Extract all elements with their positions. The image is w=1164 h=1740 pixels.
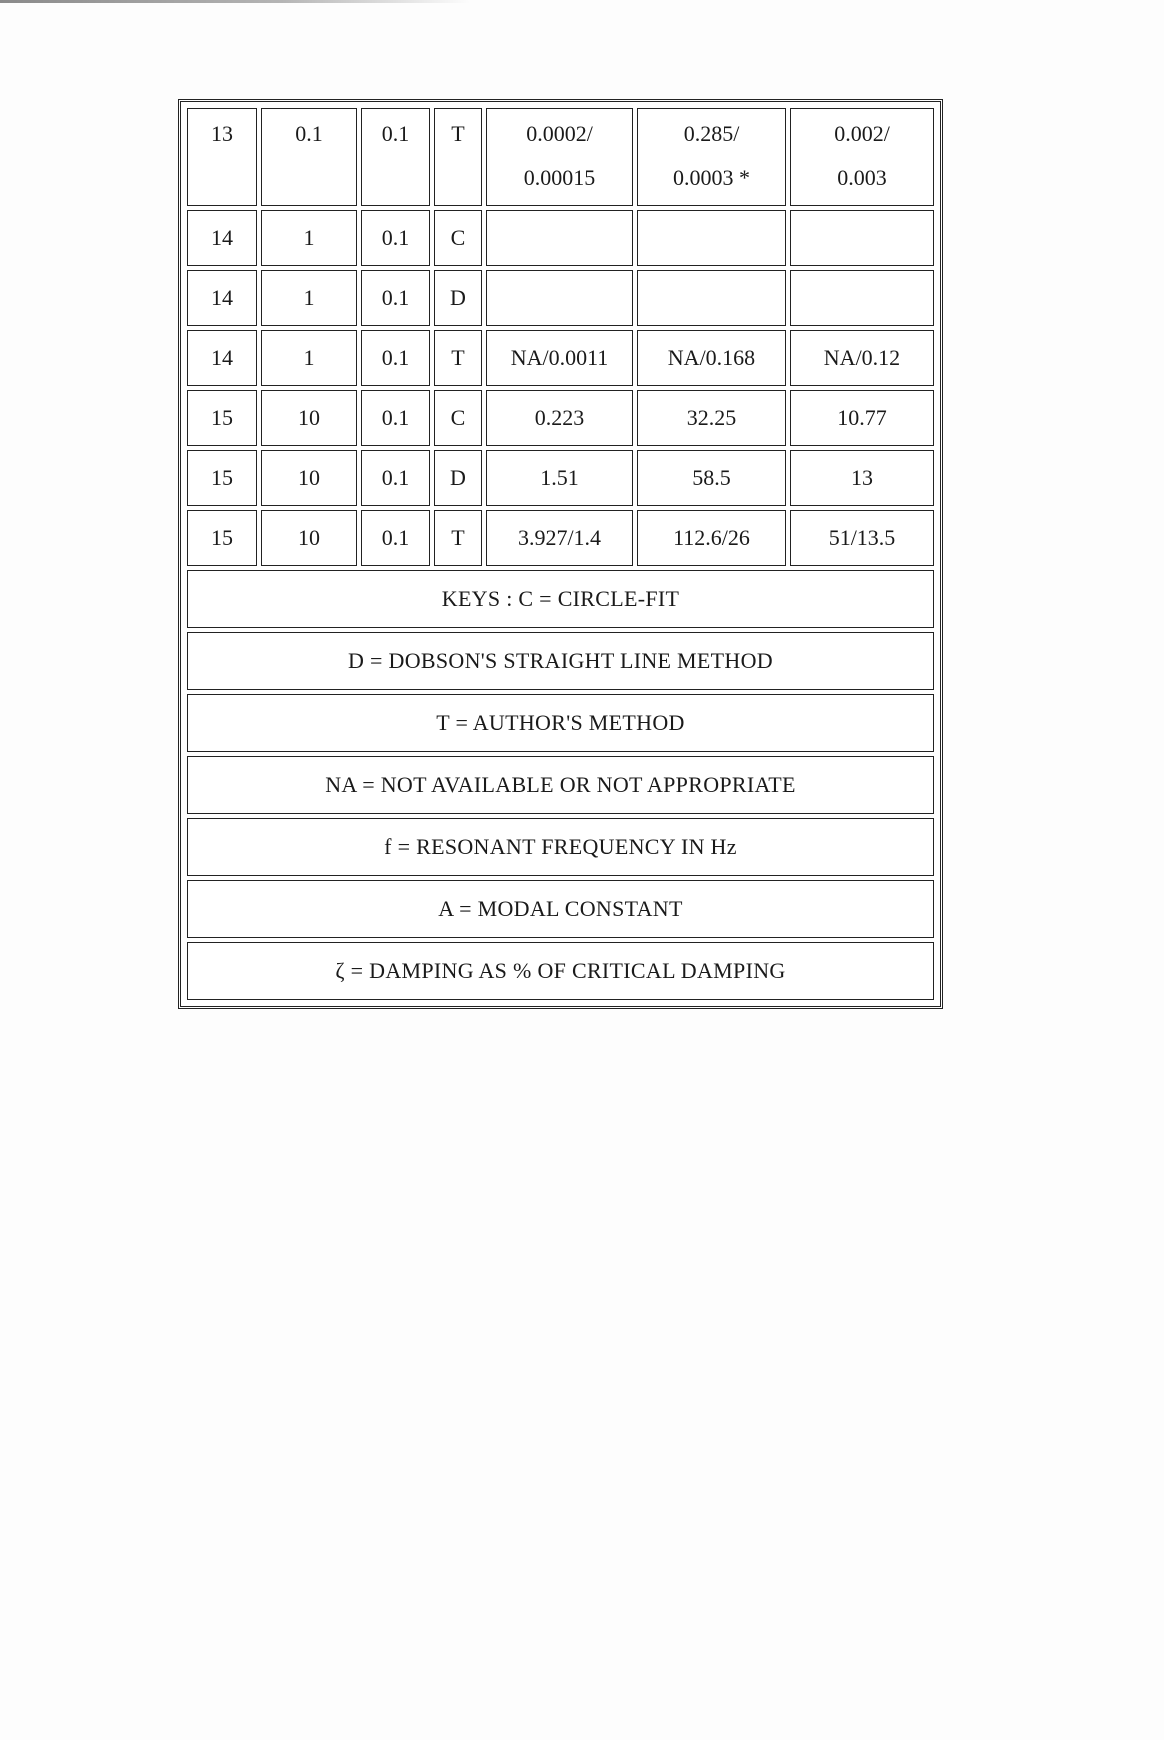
cell-col3: 0.1 — [361, 108, 430, 206]
results-table — [178, 99, 943, 1009]
cell-col6 — [637, 210, 786, 266]
cell-method: D — [434, 270, 482, 326]
table-row — [187, 210, 934, 266]
cell-col7: 13 — [790, 450, 934, 506]
cell-col6-line1: 0.285/ — [683, 121, 740, 146]
cell-method: C — [434, 390, 482, 446]
key-resonant-frequency: f = RESONANT FREQUENCY IN Hz — [187, 818, 934, 876]
cell-method: T — [434, 330, 482, 386]
cell-method: T — [434, 510, 482, 566]
cell-col2: 10 — [261, 390, 357, 446]
key-author-method: T = AUTHOR'S METHOD — [187, 694, 934, 752]
cell-col1: 14 — [187, 330, 257, 386]
key-modal-constant: A = MODAL CONSTANT — [187, 880, 934, 938]
cell-col7: 10.77 — [790, 390, 934, 446]
scan-edge-artifact — [0, 0, 470, 3]
cell-col7: 51/13.5 — [790, 510, 934, 566]
table-row — [187, 450, 934, 506]
cell-col1: 13 — [187, 108, 257, 206]
key-row — [187, 880, 934, 938]
cell-col3: 0.1 — [361, 450, 430, 506]
table-row — [187, 510, 934, 566]
cell-col1: 15 — [187, 390, 257, 446]
cell-col1: 14 — [187, 270, 257, 326]
cell-col5 — [486, 108, 633, 206]
cell-col2: 1 — [261, 210, 357, 266]
key-row — [187, 818, 934, 876]
cell-col6: 58.5 — [637, 450, 786, 506]
cell-col3: 0.1 — [361, 270, 430, 326]
cell-method: C — [434, 210, 482, 266]
cell-col2: 10 — [261, 510, 357, 566]
cell-col6: 112.6/26 — [637, 510, 786, 566]
cell-method: D — [434, 450, 482, 506]
key-row — [187, 694, 934, 752]
cell-col3: 0.1 — [361, 330, 430, 386]
table-row — [187, 270, 934, 326]
key-row — [187, 756, 934, 814]
key-row — [187, 632, 934, 690]
cell-col3: 0.1 — [361, 510, 430, 566]
cell-method: T — [434, 108, 482, 206]
key-circle-fit: KEYS : C = CIRCLE-FIT — [187, 570, 934, 628]
cell-col7-line2: 0.003 — [837, 165, 887, 190]
cell-col3: 0.1 — [361, 390, 430, 446]
cell-col2: 1 — [261, 330, 357, 386]
cell-col2: 10 — [261, 450, 357, 506]
cell-col6: NA/0.168 — [637, 330, 786, 386]
cell-col2: 1 — [261, 270, 357, 326]
table-row — [187, 390, 934, 446]
data-table — [183, 104, 938, 1004]
cell-col6 — [637, 270, 786, 326]
cell-col6: 32.25 — [637, 390, 786, 446]
table-row — [187, 330, 934, 386]
key-dobson-method: D = DOBSON'S STRAIGHT LINE METHOD — [187, 632, 934, 690]
cell-col5 — [486, 210, 633, 266]
cell-col6-line2: 0.0003 * — [673, 165, 750, 190]
key-not-available: NA = NOT AVAILABLE OR NOT APPROPRIATE — [187, 756, 934, 814]
cell-col7 — [790, 108, 934, 206]
cell-col1: 15 — [187, 450, 257, 506]
cell-col7 — [790, 210, 934, 266]
cell-col5-line1: 0.0002/ — [526, 121, 593, 146]
cell-col1: 15 — [187, 510, 257, 566]
cell-col7-line1: 0.002/ — [834, 121, 890, 146]
key-row — [187, 570, 934, 628]
cell-col7 — [790, 270, 934, 326]
key-row — [187, 942, 934, 1000]
cell-col5: NA/0.0011 — [486, 330, 633, 386]
cell-col5 — [486, 270, 633, 326]
cell-col3: 0.1 — [361, 210, 430, 266]
cell-col2: 0.1 — [261, 108, 357, 206]
key-damping: ζ = DAMPING AS % OF CRITICAL DAMPING — [187, 942, 934, 1000]
table-row — [187, 108, 934, 206]
cell-col5: 1.51 — [486, 450, 633, 506]
cell-col1: 14 — [187, 210, 257, 266]
cell-col5: 0.223 — [486, 390, 633, 446]
cell-col6 — [637, 108, 786, 206]
cell-col7: NA/0.12 — [790, 330, 934, 386]
cell-col5: 3.927/1.4 — [486, 510, 633, 566]
cell-col5-line2: 0.00015 — [523, 165, 596, 190]
